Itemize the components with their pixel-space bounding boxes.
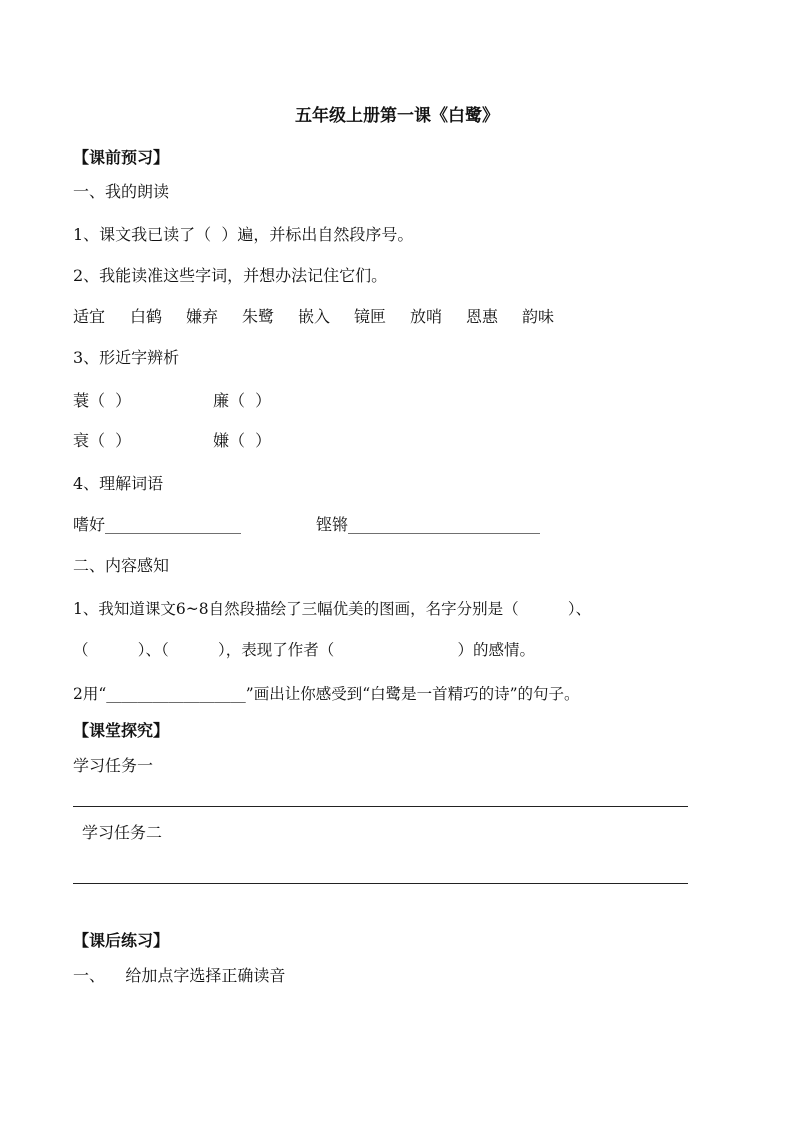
exercise-item: 一、 给加点字选择正确读音 [73, 966, 286, 985]
word-item: 适宜 [73, 307, 106, 326]
word-item: 嵌入 [298, 307, 331, 326]
question-pictures: 1、我知道课文6~8自然段描绘了三幅优美的图画，名字分别是（ ）、 [73, 600, 592, 618]
question-words-intro: 2、我能读准这些字词，并想办法记住它们。 [73, 266, 388, 285]
section-heading-class: 【课堂探究】 [73, 721, 170, 740]
content-heading: 二、内容感知 [73, 556, 170, 575]
task-label: 学习任务一 [73, 756, 154, 775]
word-item: 韵味 [522, 307, 555, 326]
vocab-blank: 嗜好_________________ [73, 515, 242, 534]
answer-line [73, 883, 688, 884]
answer-line [73, 806, 688, 807]
word-item: 朱鹭 [242, 307, 275, 326]
word-item: 恩惠 [466, 307, 499, 326]
char-compare-item: 衰（ ） [73, 431, 132, 450]
word-item: 嫌弃 [186, 307, 219, 326]
word-item: 白鹤 [130, 307, 163, 326]
char-compare-item: 蓑（ ） [73, 391, 132, 410]
char-compare-item: 嫌（ ） [213, 431, 272, 450]
question-underline: 2用“__________________”画出让你感受到“白鹭是一首精巧的诗”的句子。 [73, 685, 580, 703]
question-similar-chars: 3、形近字辨析 [73, 348, 180, 367]
reading-heading: 一、我的朗读 [73, 182, 170, 201]
word-item: 放哨 [410, 307, 443, 326]
question-reading-count: 1、课文我已读了（ ）遍，并标出自然段序号。 [73, 225, 414, 244]
section-heading-preview: 【课前预习】 [73, 148, 170, 167]
page-title: 五年级上册第一课《白鹭》 [295, 106, 499, 126]
question-vocab: 4、理解词语 [73, 474, 164, 493]
vocab-blank: 铿锵________________________ [316, 515, 541, 534]
word-item: 镜匣 [354, 307, 387, 326]
task-label: 学习任务二 [82, 823, 163, 842]
question-pictures-cont: （ ）、（ ），表现了作者（ ）的感情。 [73, 641, 535, 659]
section-heading-homework: 【课后练习】 [73, 931, 170, 950]
char-compare-item: 廉（ ） [213, 391, 272, 410]
